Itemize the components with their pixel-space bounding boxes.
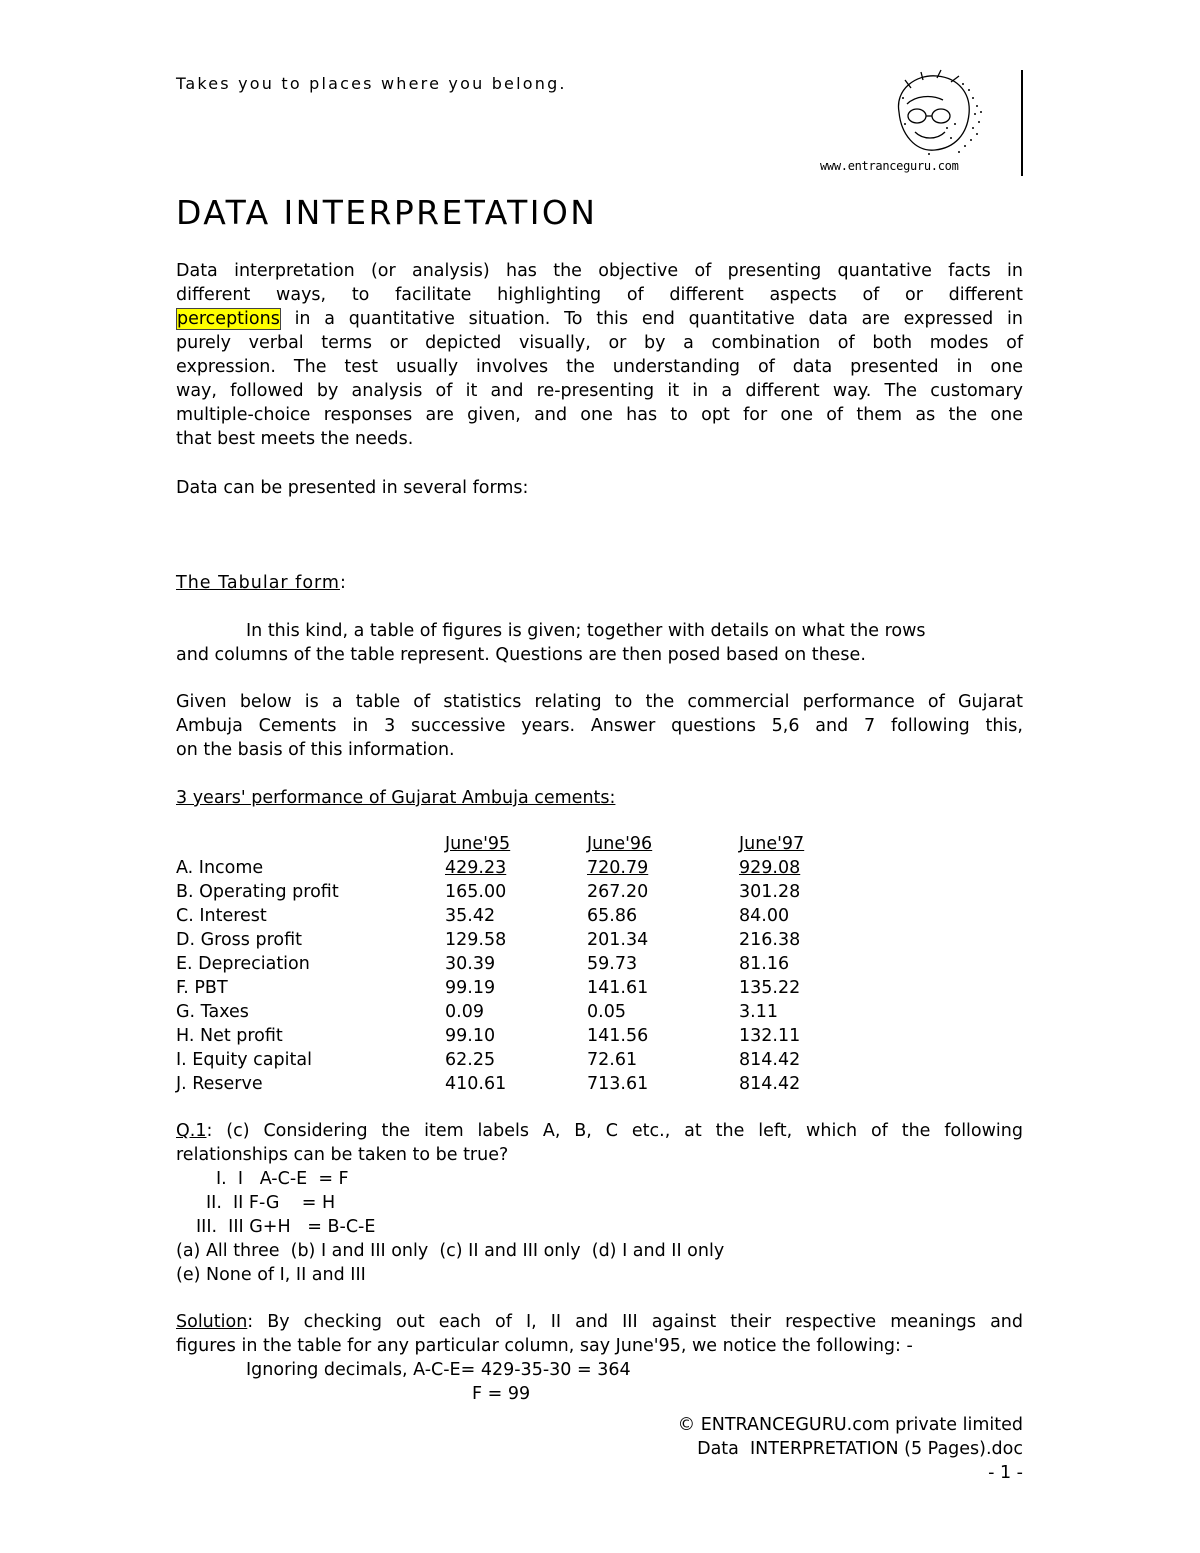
intro-line: different ways, to facilitate highlighting of different aspects of or different bbox=[176, 285, 1023, 305]
row-label: F. PBT bbox=[176, 978, 228, 998]
intro-line: Data interpretation (or analysis) has the objective of presenting quantative facts in bbox=[176, 261, 1023, 281]
table-cell: 429.23 bbox=[445, 858, 507, 878]
table-cell: 410.61 bbox=[445, 1074, 507, 1094]
table-cell: 141.56 bbox=[587, 1026, 649, 1046]
column-header: June'96 bbox=[587, 834, 653, 854]
options-line: (a) All three (b) I and III only (c) II and III only (d) I and II only bbox=[176, 1241, 725, 1261]
column-header: June'97 bbox=[739, 834, 805, 854]
table-cell: 720.79 bbox=[587, 858, 649, 878]
row-label: G. Taxes bbox=[176, 1002, 249, 1022]
intro-line: that best meets the needs. bbox=[176, 429, 414, 449]
question-line: relationships can be taken to be true? bbox=[176, 1145, 509, 1165]
table-cell: 165.00 bbox=[445, 882, 507, 902]
intro-line: purely verbal terms or depicted visually, or by a combination of both modes of bbox=[176, 333, 1023, 353]
table-cell: 129.58 bbox=[445, 930, 507, 950]
row-label: D. Gross profit bbox=[176, 930, 302, 950]
intro-line: multiple-choice responses are given, and one has to opt for one of them as the one bbox=[176, 405, 1023, 425]
row-label: C. Interest bbox=[176, 906, 267, 926]
column-header: June'95 bbox=[445, 834, 511, 854]
given-paragraph bbox=[176, 690, 1023, 762]
statement: I. I A-C-E = F bbox=[216, 1169, 349, 1189]
intro-line: perceptions in a quantitative situation. To this end quantitative data are expressed in bbox=[177, 309, 1023, 329]
table-cell: 814.42 bbox=[739, 1074, 801, 1094]
given-line: Ambuja Cements in 3 successive years. Answer questions 5,6 and 7 following this, bbox=[176, 716, 1023, 736]
solution-line: Ignoring decimals, A-C-E= 429-35-30 = 364 bbox=[246, 1360, 631, 1380]
table-cell: 201.34 bbox=[587, 930, 649, 950]
tabular-paragraph bbox=[176, 619, 1023, 667]
solution-label: Solution bbox=[176, 1312, 248, 1332]
section-heading: The Tabular form: bbox=[176, 573, 346, 593]
tabular-line: and columns of the table represent. Questions are then posed based on these. bbox=[176, 645, 866, 665]
given-line: Given below is a table of statistics relating to the commercial performance of Gujarat bbox=[176, 692, 1023, 712]
table-cell: 0.05 bbox=[587, 1002, 626, 1022]
row-label: E. Depreciation bbox=[176, 954, 310, 974]
table-cell: 301.28 bbox=[739, 882, 801, 902]
question-block bbox=[176, 1119, 1023, 1287]
table-cell: 0.09 bbox=[445, 1002, 484, 1022]
cartoon-face-logo-icon bbox=[885, 68, 990, 160]
tagline: Takes you to places where you belong. bbox=[176, 74, 567, 93]
page-number: - 1 - bbox=[988, 1463, 1023, 1483]
table-cell: 929.08 bbox=[739, 858, 801, 878]
question-label: Q.1 bbox=[176, 1121, 207, 1141]
statement: II. II F-G = H bbox=[206, 1193, 336, 1213]
highlighted-word: perceptions bbox=[177, 309, 280, 329]
table-cell: 72.61 bbox=[587, 1050, 638, 1070]
intro-line: expression. The test usually involves the understanding of data presented in one bbox=[176, 357, 1023, 377]
table-cell: 99.19 bbox=[445, 978, 496, 998]
table-cell: 59.73 bbox=[587, 954, 638, 974]
table-cell: 713.61 bbox=[587, 1074, 649, 1094]
page-title: DATA INTERPRETATION bbox=[176, 193, 598, 232]
row-label: A. Income bbox=[176, 858, 264, 878]
solution-block bbox=[176, 1310, 1023, 1406]
table-cell: 814.42 bbox=[739, 1050, 801, 1070]
table-cell: 132.11 bbox=[739, 1026, 801, 1046]
footer-filename: Data INTERPRETATION (5 Pages).doc bbox=[697, 1439, 1023, 1459]
row-label: J. Reserve bbox=[176, 1074, 263, 1094]
header-divider bbox=[1021, 70, 1023, 176]
solution-line: figures in the table for any particular column, say June'95, we notice the following: - bbox=[176, 1336, 913, 1356]
table-cell: 84.00 bbox=[739, 906, 790, 926]
intro-paragraph bbox=[176, 259, 1023, 451]
solution-line: Solution: By checking out each of I, II and III against their respective meanings and bbox=[176, 1312, 1023, 1332]
table-cell: 267.20 bbox=[587, 882, 649, 902]
intro-line: way, followed by analysis of it and re-presenting it in a different way. The customary bbox=[176, 381, 1023, 401]
table-cell: 30.39 bbox=[445, 954, 496, 974]
table-cell: 65.86 bbox=[587, 906, 638, 926]
table-cell: 216.38 bbox=[739, 930, 801, 950]
solution-line: F = 99 bbox=[472, 1384, 531, 1404]
question-line: Q.1: (c) Considering the item labels A, B, C etc., at the left, which of the following bbox=[176, 1121, 1023, 1141]
table-cell: 62.25 bbox=[445, 1050, 496, 1070]
table-caption: 3 years' performance of Gujarat Ambuja cements: bbox=[176, 788, 616, 808]
footer-copyright: © ENTRANCEGURU.com private limited bbox=[677, 1415, 1023, 1435]
given-line: on the basis of this information. bbox=[176, 740, 455, 760]
table-cell: 99.10 bbox=[445, 1026, 496, 1046]
table-cell: 135.22 bbox=[739, 978, 801, 998]
row-label: H. Net profit bbox=[176, 1026, 283, 1046]
row-label: I. Equity capital bbox=[176, 1050, 312, 1070]
statement: III. III G+H = B-C-E bbox=[196, 1217, 376, 1237]
row-label: B. Operating profit bbox=[176, 882, 339, 902]
table-cell: 81.16 bbox=[739, 954, 790, 974]
website-url: www.entranceguru.com bbox=[820, 159, 959, 173]
table-cell: 35.42 bbox=[445, 906, 496, 926]
table-cell: 3.11 bbox=[739, 1002, 778, 1022]
table-cell: 141.61 bbox=[587, 978, 649, 998]
tabular-line: In this kind, a table of figures is given; together with details on what the rows bbox=[246, 621, 926, 641]
options-line: (e) None of I, II and III bbox=[176, 1265, 366, 1285]
forms-line: Data can be presented in several forms: bbox=[176, 478, 529, 498]
